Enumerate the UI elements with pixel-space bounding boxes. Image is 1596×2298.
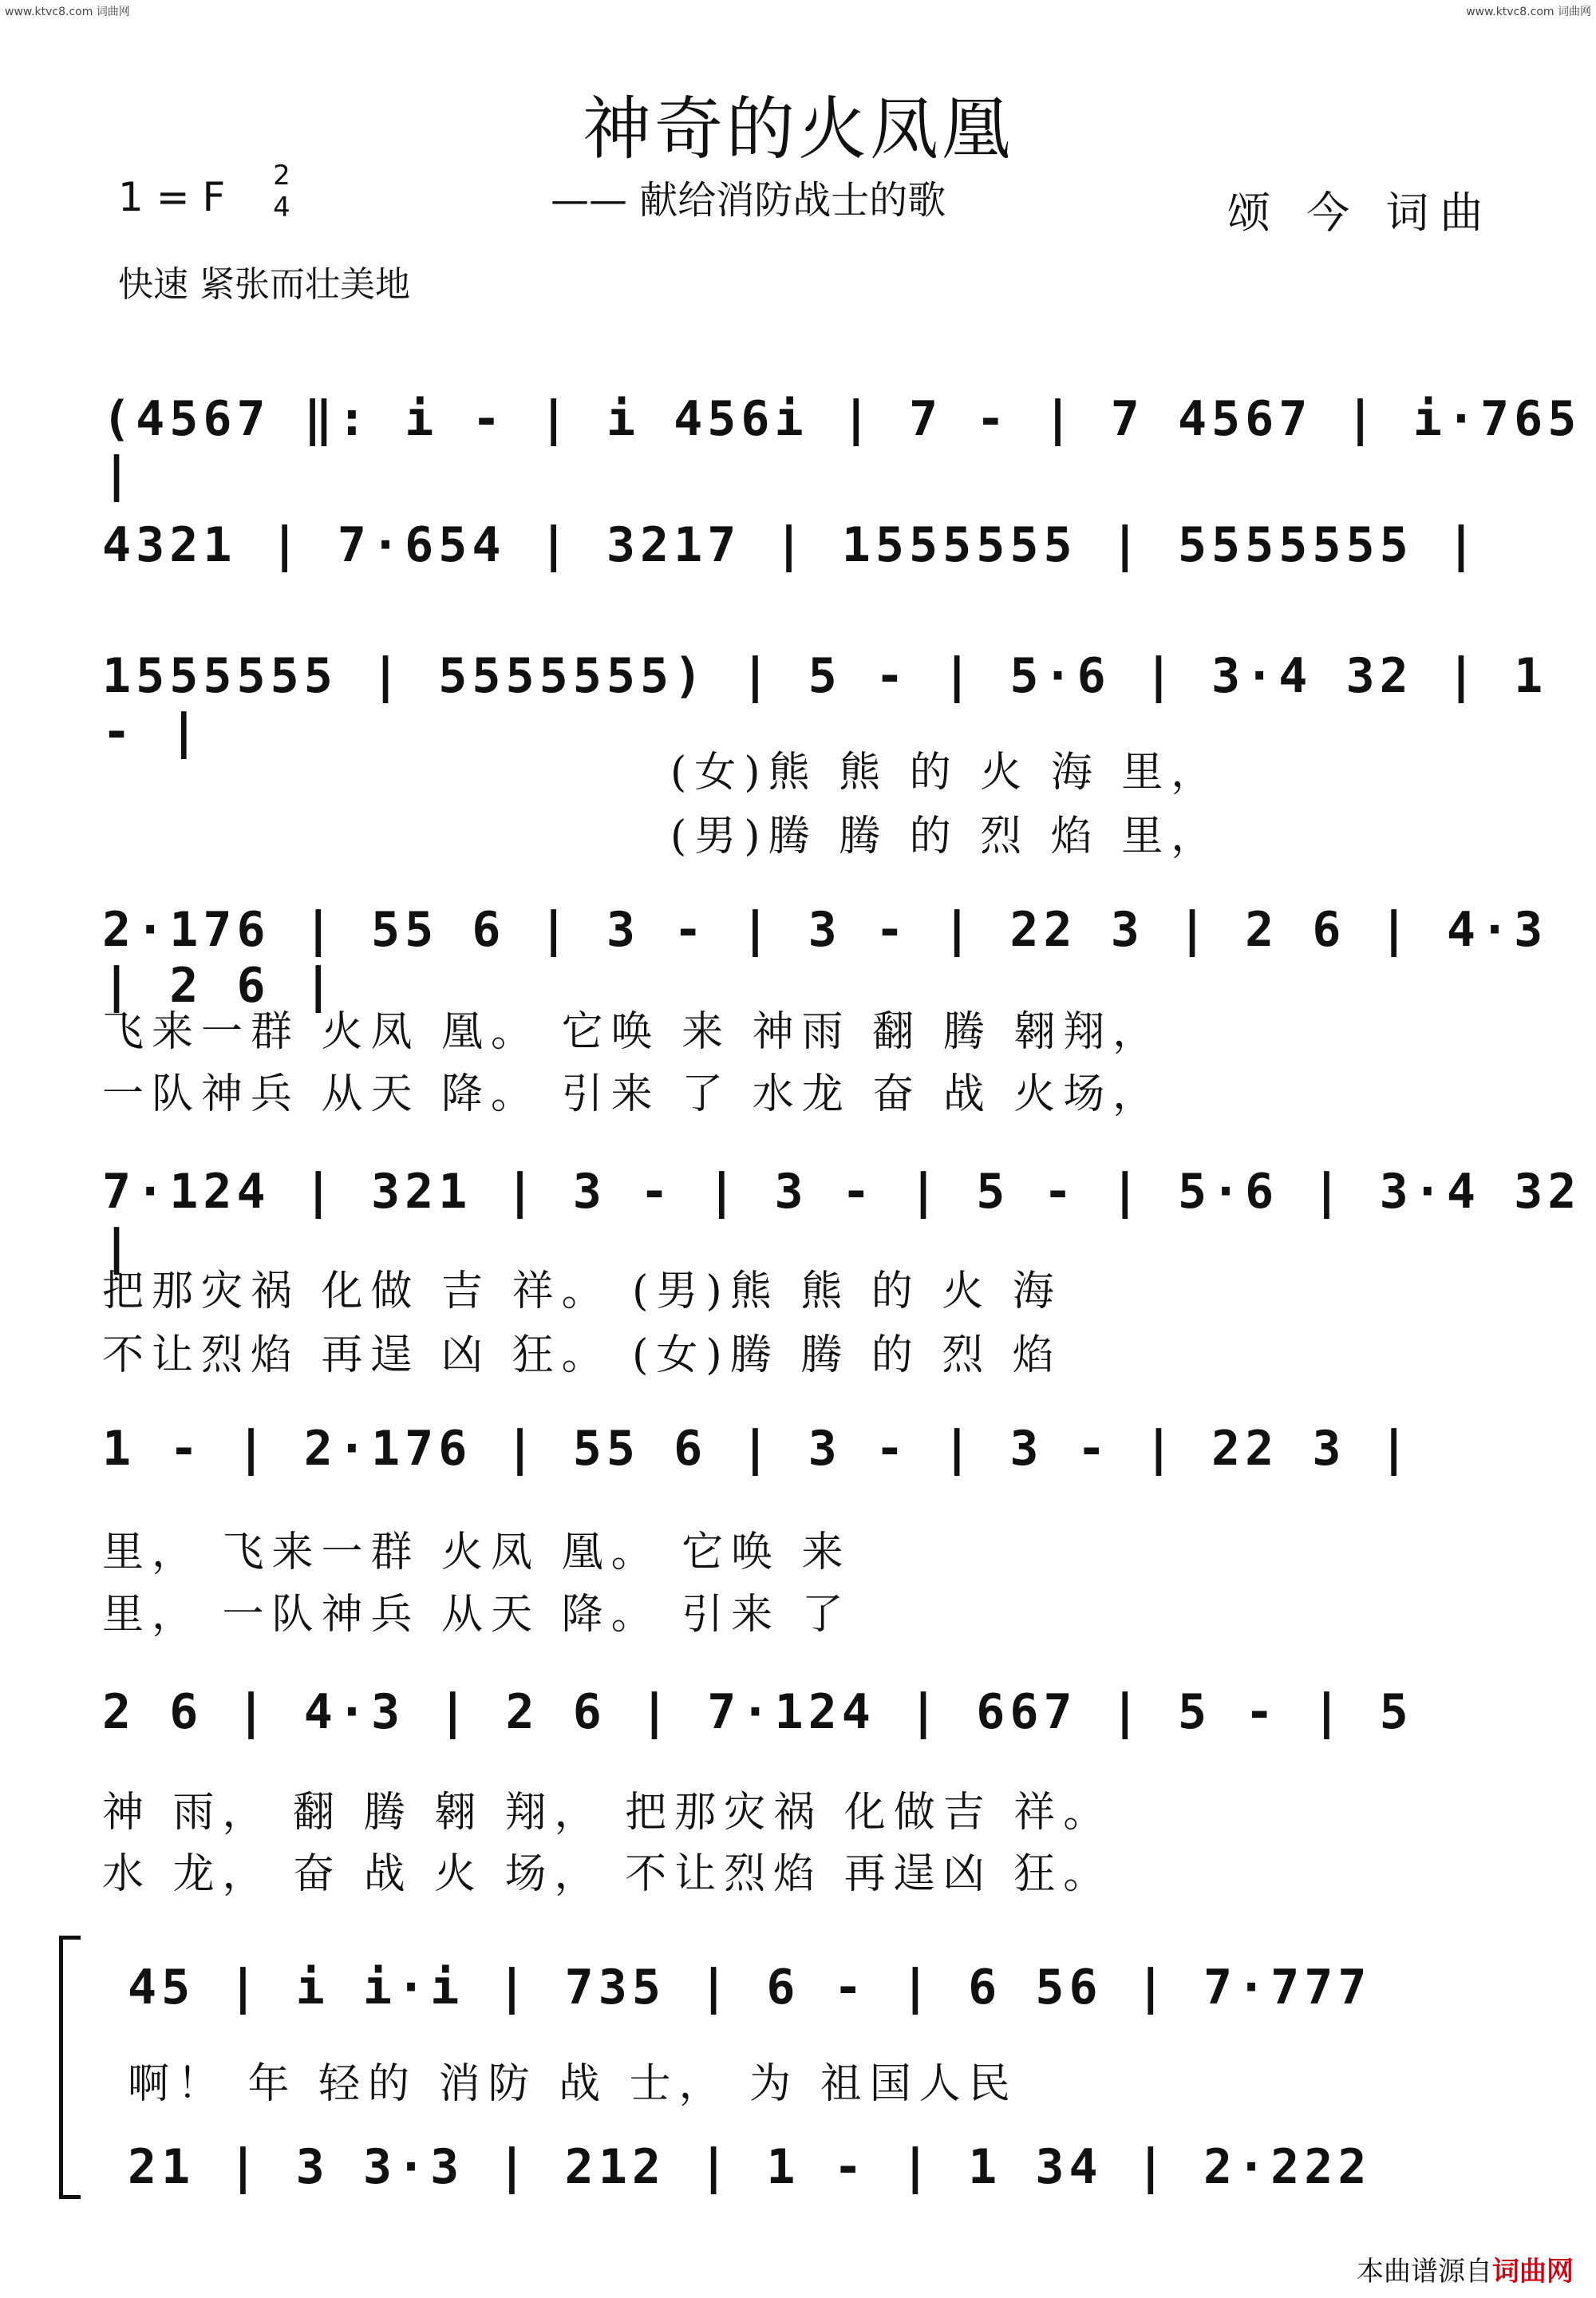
source-credit [1357,2249,1574,2288]
system-bracket [59,1936,81,2199]
song-title: 神奇的火凤凰 [583,89,1013,169]
composer: 颂 今 词曲 [1227,188,1495,238]
tempo-marking: 快速 紧张而壮美地 [118,264,410,305]
source-site: 词曲网 [1492,2256,1574,2288]
lyric-line-7a: 神 雨， 翻 腾 翱 翔， 把那灾祸 化做吉 祥。 [102,1789,1113,1837]
lyric-line-4b: 一队神兵 从天 降。 引来 了 水龙 奋 战 火场， [102,1070,1163,1118]
lyric-line-5a: 把那灾祸 化做 吉 祥。 (男)熊 熊 的 火 海 [102,1268,1062,1315]
lyric-line-4a: 飞来一群 火凤 凰。 它唤 来 神雨 翻 腾 翱翔， [102,1008,1163,1056]
lyric-line-3a: (女)熊 熊 的 火 海 里， [670,749,1221,797]
notation-line-1: (4567 ‖: i - | i 456i | 7 - | 7 4567 | i·765 | [102,391,1582,503]
notation-line-3: 1555555 | 5555555) | 5 - | 5·6 | 3·4 32 | 1 - | [102,648,1548,760]
meter-bottom: 4 [273,192,290,223]
lyric-line-8: 啊！ 年 轻的 消防 战 士， 为 祖国人民 [128,2060,1018,2108]
lyric-line-6b: 里， 一队神兵 从天 降。 引来 了 [102,1591,851,1639]
lyric-line-6a: 里， 飞来一群 火凤 凰。 它唤 来 [102,1529,851,1576]
lyric-line-5b: 不让烈焰 再逞 凶 狂。 (女)腾 腾 的 烈 焰 [102,1331,1062,1379]
notation-line-8-lower: 21 | 3 3·3 | 212 | 1 - | 1 34 | 2·222 [128,2139,1372,2195]
notation-line-8-upper: 45 | i i·i | 735 | 6 - | 6 56 | 7·777 [128,1960,1372,2015]
notation-line-6: 1 - | 2·176 | 55 6 | 3 - | 3 - | 22 3 | [102,1421,1413,1477]
watermark-right: www.ktvc8.com 词曲网 [1466,6,1591,18]
time-signature [270,160,294,223]
watermark-left: www.ktvc8.com 词曲网 [5,6,130,18]
notation-line-4: 2·176 | 55 6 | 3 - | 3 - | 22 3 | 2 6 | 4·3 | 2 6 | [102,902,1548,1014]
notation-line-7: 2 6 | 4·3 | 2 6 | 7·124 | 667 | 5 - | 5 [102,1684,1413,1740]
meter-top: 2 [273,160,290,192]
lyric-line-7b: 水 龙， 奋 战 火 场， 不让烈焰 再逞凶 狂。 [102,1850,1113,1898]
key-signature: 1 = F [118,174,226,220]
notation-line-5: 7·124 | 321 | 3 - | 3 - | 5 - | 5·6 | 3·4 32 | [102,1164,1582,1276]
source-prefix: 本曲谱源自 [1357,2256,1492,2288]
notation-line-2: 4321 | 7·654 | 3217 | 1555555 | 5555555 | [102,517,1481,573]
song-subtitle: —— 献给消防战士的歌 [551,178,946,223]
lyric-line-3b: (男)腾 腾 的 烈 焰 里， [670,813,1221,860]
